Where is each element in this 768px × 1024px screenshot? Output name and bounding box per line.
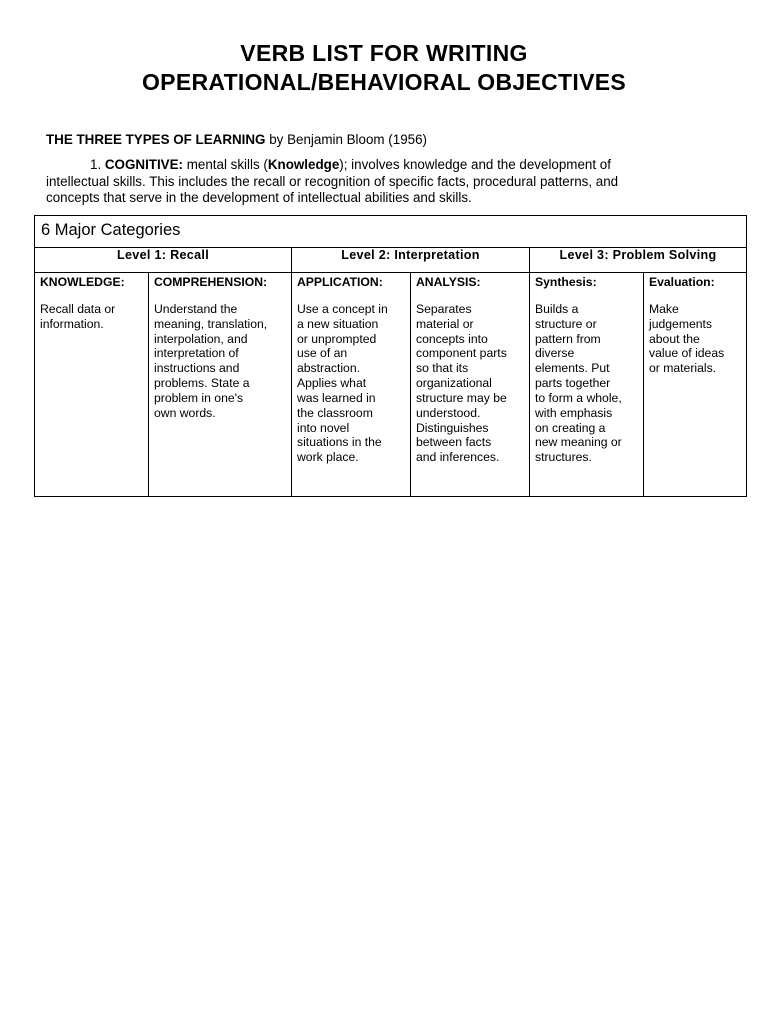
category-name: COMPREHENSION: [154,275,268,289]
table-heading-row [35,216,747,248]
intro-heading: THE THREE TYPES OF LEARNING [46,132,266,147]
description-line: pattern from [535,331,601,346]
categories-row [35,273,747,497]
category-application [292,273,411,497]
description-line: elements. Put [535,361,610,376]
description-line: new meaning or [535,435,622,450]
category-knowledge [35,273,149,497]
description-line: use of an [297,346,348,361]
description-line: instructions and [154,361,240,376]
level-2-cell [292,248,530,273]
description-line: diverse [535,346,575,361]
description-line: Understand the [154,301,238,316]
description-line: was learned in [297,390,376,405]
category-description [40,302,143,332]
description-line: abstraction. [297,361,361,376]
table-heading: 6 Major Categories [41,221,181,239]
description-line: interpolation, and [154,331,248,346]
description-line: interpretation of [154,346,239,361]
category-description [416,302,524,465]
category-description [297,302,405,465]
description-line: concepts into [416,331,488,346]
categories-table [34,215,747,497]
cognitive-label: COGNITIVE: [104,157,184,172]
category-name: APPLICATION: [297,275,383,289]
title-line-1: VERB LIST FOR WRITING [240,40,528,66]
category-description [649,302,741,376]
intro-byline: by Benjamin Bloom (1956) [265,132,427,147]
description-line: structure may be [416,390,507,405]
category-comprehension [149,273,292,497]
description-line: Recall data or [40,301,116,316]
description-line: work place. [297,450,359,465]
category-description [154,302,286,421]
category-name: Evaluation: [649,275,715,289]
description-line: material or [416,316,474,331]
description-line: between facts [416,435,492,450]
description-line: Distinguishes [416,420,489,435]
description-line: value of ideas [649,346,725,361]
description-line: the classroom [297,405,373,420]
description-line: information. [40,316,104,331]
description-line: on creating a [535,420,606,435]
cognitive-text-b: ); involves knowledge and the development of [339,157,611,172]
description-line: Separates [416,301,472,316]
description-line: or unprompted [297,331,377,346]
description-line: own words. [154,405,216,420]
description-line: meaning, translation, [154,316,268,331]
cognitive-line-2: intellectual skills. This includes the recall or recognition of specific facts, procedural patterns, and [46,174,619,189]
description-line: Applies what [297,376,367,391]
description-line: and inferences. [416,450,500,465]
description-line: judgements [649,316,713,331]
level-3-cell [530,248,747,273]
description-line: or materials. [649,361,717,376]
cognitive-keyword: Knowledge [267,157,340,172]
description-line: problems. State a [154,376,250,391]
description-line: with emphasis [535,405,613,420]
description-line: situations in the [297,435,382,450]
cognitive-line-3: concepts that serve in the development of intellectual abilities and skills. [46,190,472,205]
description-line: to form a whole, [535,390,622,405]
table-heading-cell [35,216,747,248]
description-line: about the [649,331,700,346]
title-line-2: OPERATIONAL/BEHAVIORAL OBJECTIVES [141,69,626,95]
description-line: understood. [416,405,481,420]
category-description [535,302,638,465]
description-line: parts together [535,376,611,391]
cognitive-number: 1. [90,157,105,172]
description-line: Builds a [535,301,579,316]
intro-line [46,131,427,149]
cognitive-text-a: mental skills ( [183,157,268,172]
description-line: Use a concept in [297,301,388,316]
description-line: problem in one's [154,390,244,405]
level-2-label: Level 2: Interpretation [341,248,480,262]
description-line: a new situation [297,316,379,331]
level-1-label: Level 1: Recall [116,248,209,262]
description-line: organizational [416,376,492,391]
level-1-cell [35,248,292,273]
category-name: KNOWLEDGE: [40,275,125,289]
description-line: so that its [416,361,469,376]
category-analysis [411,273,530,497]
cognitive-line-1 [46,157,736,174]
category-synthesis [530,273,644,497]
category-name: ANALYSIS: [416,275,481,289]
description-line: structure or [535,316,597,331]
description-line: component parts [416,346,507,361]
level-3-label: Level 3: Problem Solving [559,248,717,262]
description-line: Make [649,301,679,316]
levels-row [35,248,747,273]
description-line: into novel [297,420,350,435]
description-line: structures. [535,450,592,465]
category-evaluation [644,273,747,497]
category-name: Synthesis: [535,275,597,289]
